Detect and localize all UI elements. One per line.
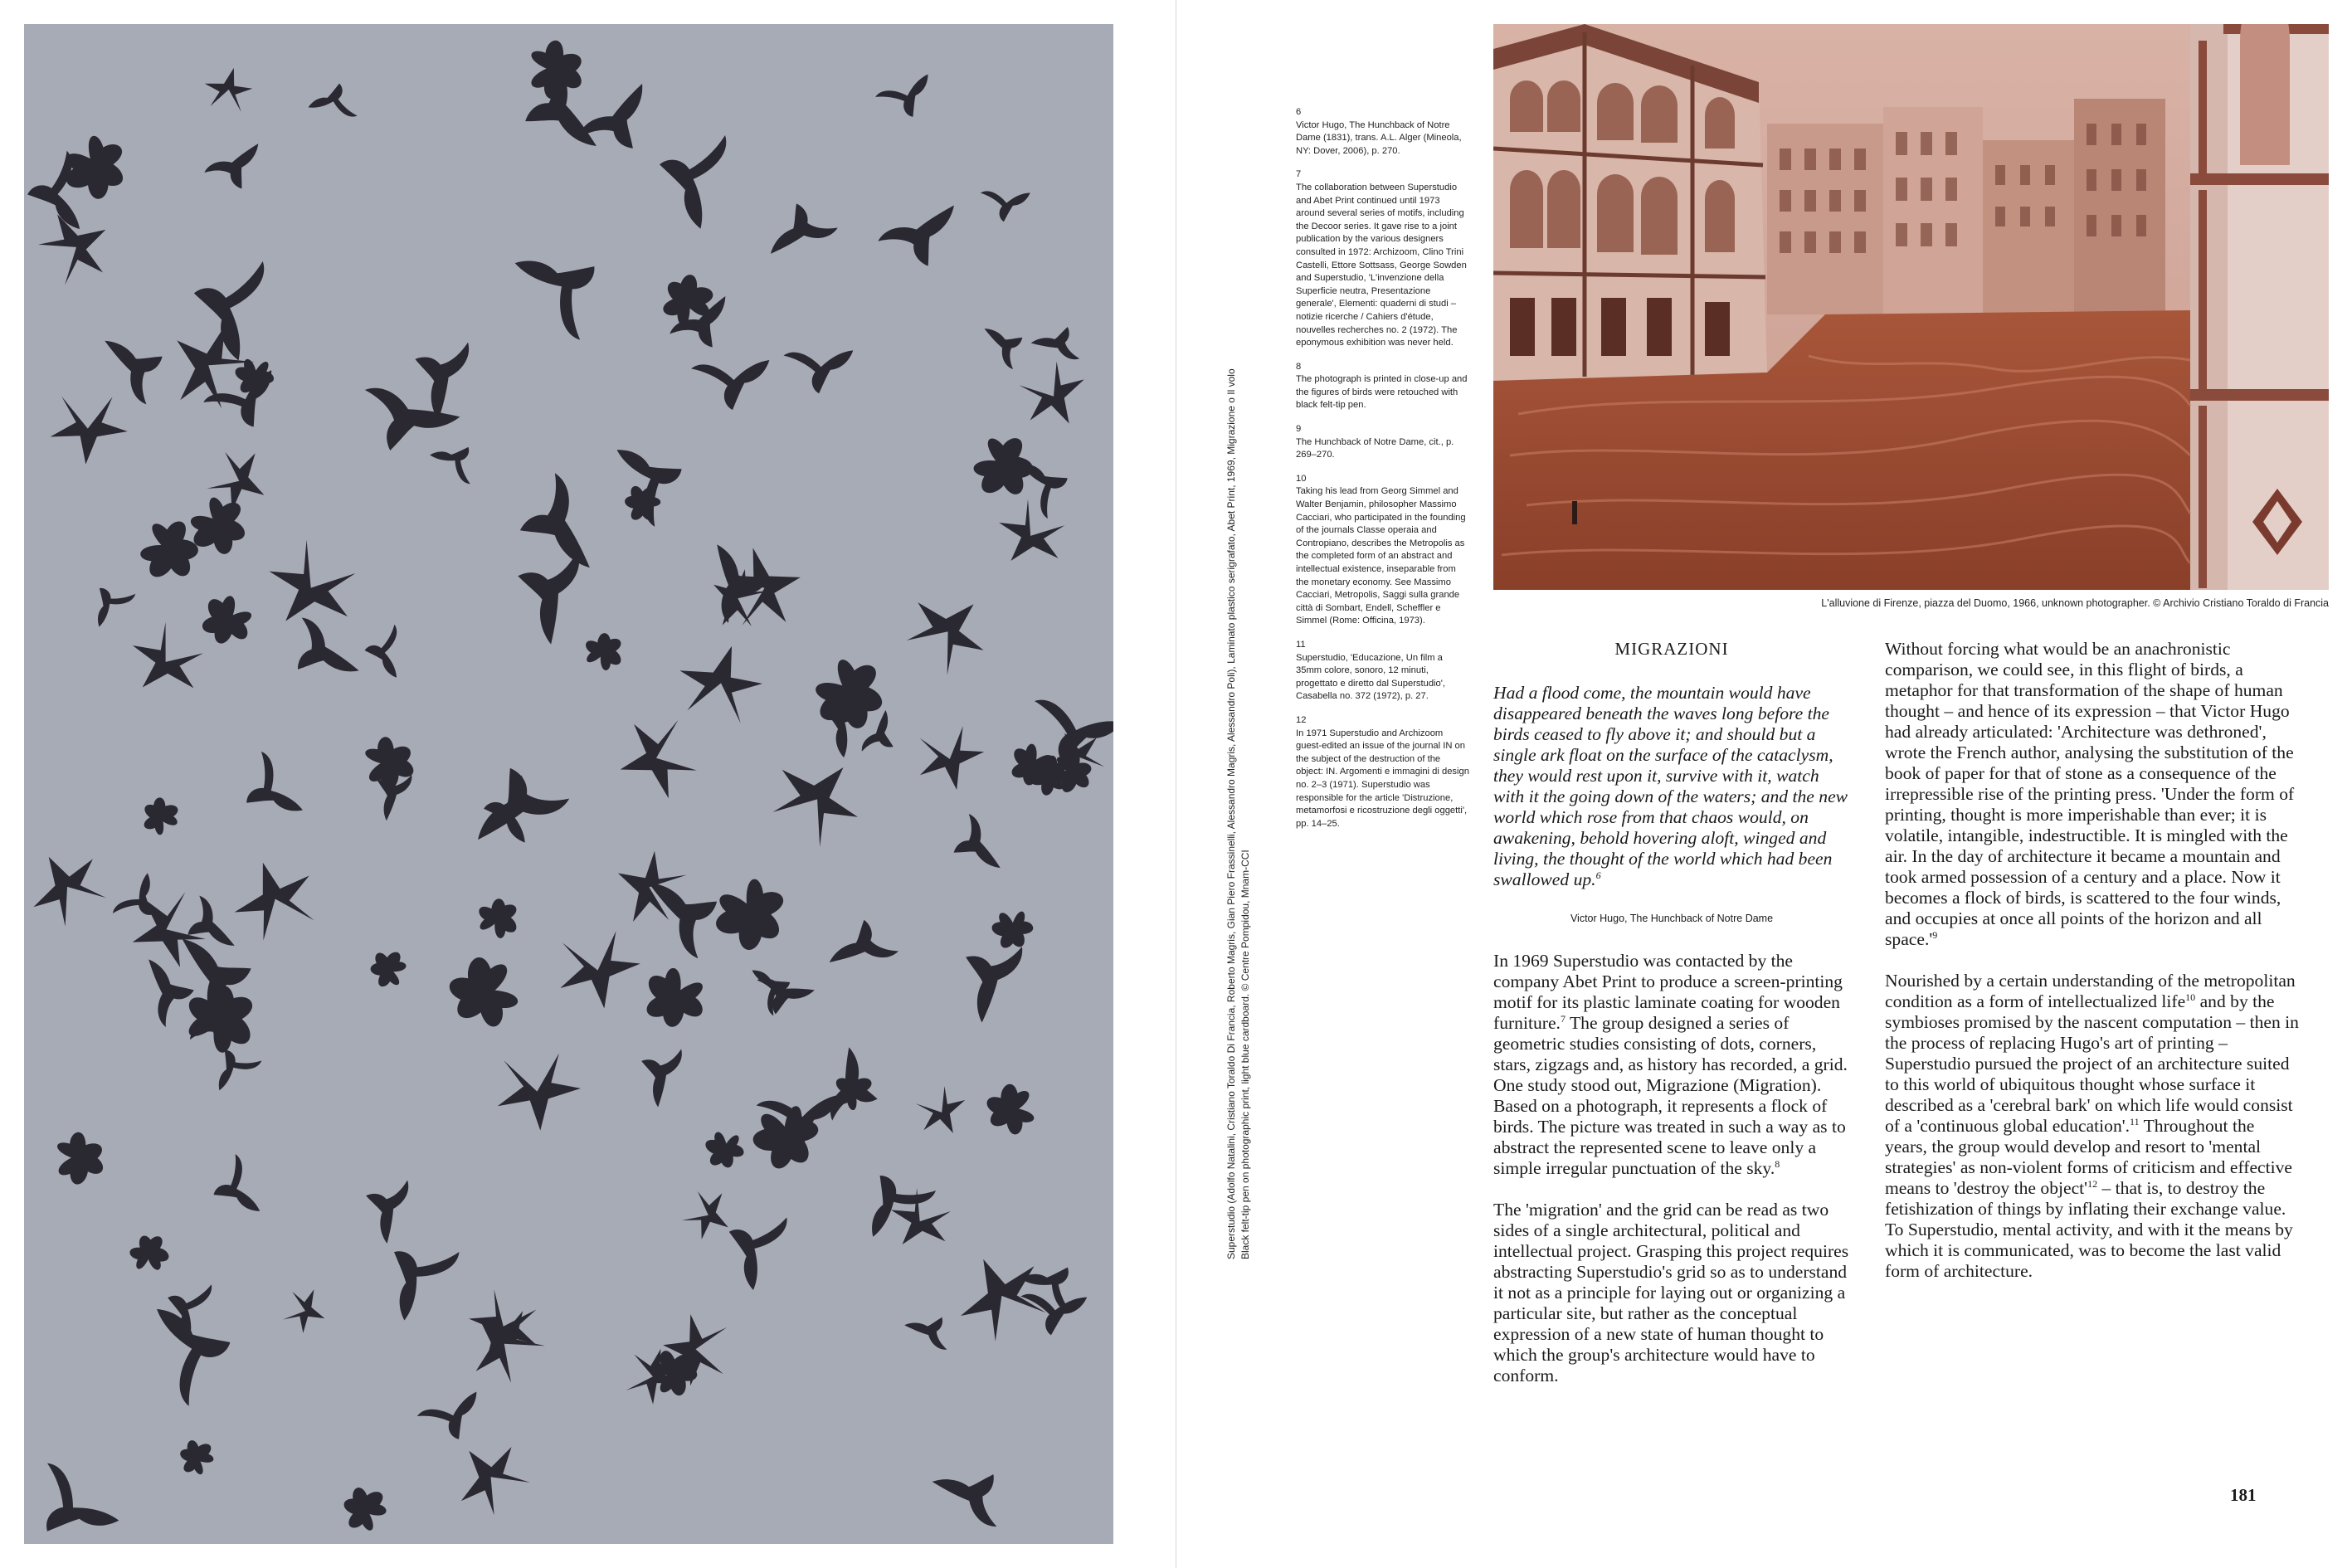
bird-silhouette (228, 751, 312, 835)
bird-silhouette (105, 329, 172, 411)
bird-silhouette (278, 606, 359, 695)
body-text: Throughout the years, the group would develop and resort to 'mental strategies' as non-violent forms of criticism and effective means to 'destroy the object' (1885, 1116, 2292, 1198)
bird-silhouette (441, 1430, 538, 1526)
bird-silhouette (124, 1229, 174, 1278)
footnotes (1296, 106, 1470, 841)
article-column-1 (1493, 639, 1850, 1407)
bird-silhouette (178, 1439, 215, 1476)
bird-silhouette (1031, 315, 1091, 373)
bird-silhouette (477, 897, 520, 941)
bird-silhouette (202, 1153, 270, 1227)
bird-silhouette (584, 631, 625, 673)
body-text: The group designed a series of geometric studies consisting of dots, corners, stars, zigzags and, as history has recorded, a grid. One study stood out, Migrazione (Migration). Based on a photograph, it represents a flock of birds. The picture was treated in such a way as to abstract the represented scene to leave only a simple irregular punctuation of the sky. (1493, 1013, 1848, 1178)
bird-silhouette (875, 206, 959, 270)
bird-silhouette (811, 656, 888, 732)
migrazione-artwork (24, 24, 1113, 1544)
footnote-10 (1296, 473, 1470, 628)
bird-silhouette (612, 714, 701, 806)
bird-silhouette (202, 1037, 262, 1098)
footnote-text: The photograph is printed in close-up and the figures of birds were retouched with black felt-tip pen. (1296, 374, 1468, 411)
footnote-9 (1296, 423, 1470, 462)
bird-silhouette (202, 144, 265, 193)
body-paragraph (1493, 951, 1850, 1179)
bird-silhouette (985, 319, 1030, 373)
body-text: and by the symbioses promised by the nascent computation – then in the process of replacing Hugo's art of printing – Superstudio pursued the project of an architecture suited to this world of ubiquitous thought whose surface it described as a 'cerebral bark' on which life would consist of a 'continuous global education'. (1885, 991, 2299, 1136)
bird-silhouette (626, 1035, 697, 1107)
bird-silhouette (915, 724, 987, 793)
footnote-number: 11 (1296, 639, 1306, 650)
bird-silhouette (46, 387, 133, 470)
footnote-number: 8 (1296, 361, 1302, 372)
bird-silhouette (30, 199, 121, 292)
bird-silhouette (874, 66, 942, 129)
bird-silhouette (351, 1166, 426, 1243)
footnote-ref: 11 (2130, 1115, 2140, 1127)
bird-silhouette (981, 183, 1035, 225)
footnote-ref: 10 (2185, 991, 2196, 1003)
footnote-text: Superstudio, 'Educazione, Un film a 35mm colore, sonoro, 12 minuti, progettato e diretto dal Superstudio', Casabella no. 372 (1972), p. 27. (1296, 652, 1446, 702)
body-text: In 1969 Superstudio was contacted by the company Abet Print to produce a screen-printing motif for its plastic laminate coating for wooden furniture. (1493, 951, 1843, 1033)
bird-silhouette (604, 426, 700, 528)
bird-silhouette (1013, 354, 1098, 437)
bird-silhouette (904, 1303, 960, 1361)
footnote-6 (1296, 106, 1470, 158)
bird-silhouette (716, 1204, 788, 1294)
bird-silhouette (426, 433, 485, 485)
bird-silhouette (978, 1076, 1045, 1142)
epigraph (1493, 683, 1850, 890)
bird-silhouette (200, 592, 254, 647)
bird-silhouette (986, 902, 1040, 956)
bird-silhouette (666, 631, 771, 733)
section-heading: MIGRAZIONI (1614, 639, 1729, 659)
bird-silhouette (783, 338, 861, 399)
bird-silhouette (700, 1125, 747, 1173)
footnote-number: 10 (1296, 473, 1307, 484)
footnote-text: In 1971 Superstudio and Archizoom guest-edited an issue of the journal IN on the subject of the destruction of the object: IN. Argomenti e immagini di design no. 2–3 (1971). Superstudio was responsible for the article 'Distruzione, metamorfosi e ricostruzione degli oggetti', pp. 14–25. (1296, 728, 1469, 829)
bird-silhouette (368, 1225, 460, 1328)
body-paragraph (1885, 971, 2300, 1282)
bird-silhouette (830, 915, 903, 975)
footnote-number: 6 (1296, 107, 1302, 117)
footnote-12 (1296, 714, 1470, 830)
footnote-text: The Hunchback of Notre Dame, cit., p. 269–270. (1296, 436, 1454, 460)
bird-silhouette (704, 869, 796, 960)
footnote-text: Victor Hugo, The Hunchback of Notre Dame (1831), trans. A.L. Alger (Mineola, NY: Dover, 2006), p. 270. (1296, 119, 1462, 156)
footnote-text: Taking his lead from Georg Simmel and Walter Benjamin, philosopher Massimo Cacciari, who participated in the founding of the journals Classe operaia and Contropiano, describes the Metropolis as the completed form of an abstract and intellectual existence, inseparable from the monetary economy. See Massimo Cacciari, Metropolis, Saggi sulla grande città di Sombart, Endell, Scheffler e Simmel (Rome: Officina, 1973). (1296, 486, 1466, 626)
bird-silhouette (138, 794, 184, 840)
bird-silhouette (416, 1381, 493, 1451)
bird-silhouette (986, 491, 1078, 583)
epigraph-source: Victor Hugo, The Hunchback of Notre Dame (1570, 913, 1774, 924)
footnote-number: 9 (1296, 424, 1302, 435)
bird-silhouette (354, 728, 424, 797)
flood-photo-illustration (1493, 24, 2329, 590)
footnote-7 (1296, 168, 1470, 349)
bird-silhouette (971, 436, 1035, 497)
bird-silhouette (368, 949, 410, 990)
photo-caption: L'alluvione di Firenze, piazza del Duomo, 1966, unknown photographer. © Archivio Cristiano Toraldo di Francia (1821, 597, 2329, 609)
bird-silhouette (520, 473, 590, 567)
footnote-ref: 7 (1560, 1012, 1566, 1025)
bird-silhouette (947, 810, 1001, 875)
footnote-8 (1296, 361, 1470, 412)
bird-silhouette (395, 324, 489, 421)
artwork-caption-line2: Black felt-tip pen on photographic print, light blue cardboard. © Centre Pompidou, Mnam-CCI (1239, 850, 1251, 1259)
flood-photograph (1493, 24, 2329, 590)
bird-silhouette (118, 614, 217, 713)
bird-silhouette (558, 930, 643, 1010)
bird-silhouette (942, 924, 1042, 1022)
footnote-ref: 8 (1775, 1157, 1780, 1170)
bird-silhouette (676, 1181, 743, 1248)
bird-silhouette (45, 1125, 113, 1193)
body-text: – that is, to destroy the fetishization of things by inflating their exchange value. To Superstudio, mental activity, and with it the means by which it is communicated, was to become the last valid form of architecture. (1885, 1178, 2293, 1281)
bird-silhouette (226, 854, 320, 945)
bird-silhouette (756, 738, 874, 858)
footnote-number: 7 (1296, 169, 1302, 180)
bird-silhouette (309, 84, 358, 117)
bird-silhouette (503, 226, 622, 341)
bird-silhouette (24, 1462, 127, 1544)
bird-silhouette (189, 256, 264, 362)
bird-silhouette (911, 1081, 975, 1143)
bird-silhouette (497, 532, 605, 645)
article-column-2 (1885, 639, 2300, 1303)
bird-silhouette (569, 84, 662, 164)
bird-silhouette (24, 840, 114, 935)
bird-silhouette (497, 1051, 582, 1132)
bird-silhouette (361, 624, 407, 683)
bird-silhouette (893, 576, 1001, 684)
bird-silhouette (770, 203, 838, 254)
body-text: Without forcing what would be an anachronistic comparison, we could see, in this flight of birds, a metaphor for that transformation of the shape of human thought – and hence of its expression – that Victor Hugo had already articulated: 'Architecture was dethroned', wrote the French author, analysing the substitution of the book of paper for that of stone as a consequence of the irrepressible rise of the printing press. 'Under the form of printing, thought is more imperishable than ever; it is volatile, intangible, indestructible. It is mingled with the air. In the day of architecture it became a mountain and took armed possession of a century and a place. Now it becomes a flock of birds, is scattered to the four winds, and occupies at once all points of the horizon and all space.' (1885, 639, 2295, 949)
footnote-ref: 9 (1932, 928, 1938, 941)
page-number: 181 (2230, 1485, 2257, 1505)
body-text: Nourished by a certain understanding of the metropolitan condition as a form of intellectualized life (1885, 971, 2296, 1011)
epigraph-text: Had a flood come, the mountain would have disappeared beneath the waves long before the birds ceased to fly above it; and should but a single ark float on the surface of the cataclysm, they would rest upon it, survive with it, watch with it the going down of the waters; and the new world which rose from that chaos would, on awakening, behold hovering aloft, winged and living, the thought of the world which had been swallowed up. (1493, 683, 1848, 889)
body-paragraph: The 'migration' and the grid can be read as two sides of a single architectural, political and intellectual project. Grasping this project requires abstracting Superstudio's grid so as to understand it not as a principle for laying out or organizing a particular site, but rather as the conceptual expression of a new state of human thought to which the group's architecture would have to conform. (1493, 1200, 1849, 1385)
bird-silhouette (452, 1295, 553, 1395)
bird-silhouette (473, 764, 572, 840)
bird-silhouette (342, 1486, 388, 1531)
bird-silhouette (198, 61, 257, 118)
footnote-text: The collaboration between Superstudio and Abet Print continued until 1973 around several series of motifs, including the Decoor series. It gave rise to a joint publication by the various designers consulted in 1972: Archizoom, Clino Trini Castelli, Ettore Sottsass, George Sowden and Superstudio, 'L'invenzione della Superficie neutra, Presentazione generale', Elementi: quaderni di studi – notizie ricerche / Cahiers d'étude, nouvelles recherches no. 2 (1972). The eponymous exhibition was never held. (1296, 182, 1467, 348)
bird-silhouette (645, 967, 704, 1028)
bird-flock (24, 24, 1113, 1544)
bird-silhouette (649, 869, 728, 965)
bird-silhouette (655, 129, 727, 230)
artwork-caption-line1: Superstudio (Adolfo Natalini, Cristiano Toraldo Di Francia, Roberto Magris, Gian Piero Frassinelli, Alessandro Magris, Alessandro Poli), Laminato plastico serigrafato, Abet Print, 1969, Migrazione o Il volo (1225, 368, 1237, 1259)
artwork-caption (1225, 289, 1253, 1259)
footnote-ref: 12 (2087, 1177, 2098, 1190)
footnote-number: 12 (1296, 714, 1307, 725)
bird-silhouette (846, 1156, 937, 1247)
footnote-11 (1296, 639, 1470, 704)
bird-silhouette (517, 32, 592, 108)
bird-silhouette (438, 946, 531, 1039)
bird-silhouette (142, 959, 197, 1030)
bird-silhouette (80, 574, 136, 632)
bird-silhouette (277, 1281, 334, 1339)
bird-silhouette (933, 1450, 1020, 1541)
body-paragraph (1885, 639, 2300, 950)
bird-silhouette (136, 518, 202, 582)
footnote-ref: 6 (1595, 869, 1601, 881)
bird-silhouette (691, 346, 780, 418)
